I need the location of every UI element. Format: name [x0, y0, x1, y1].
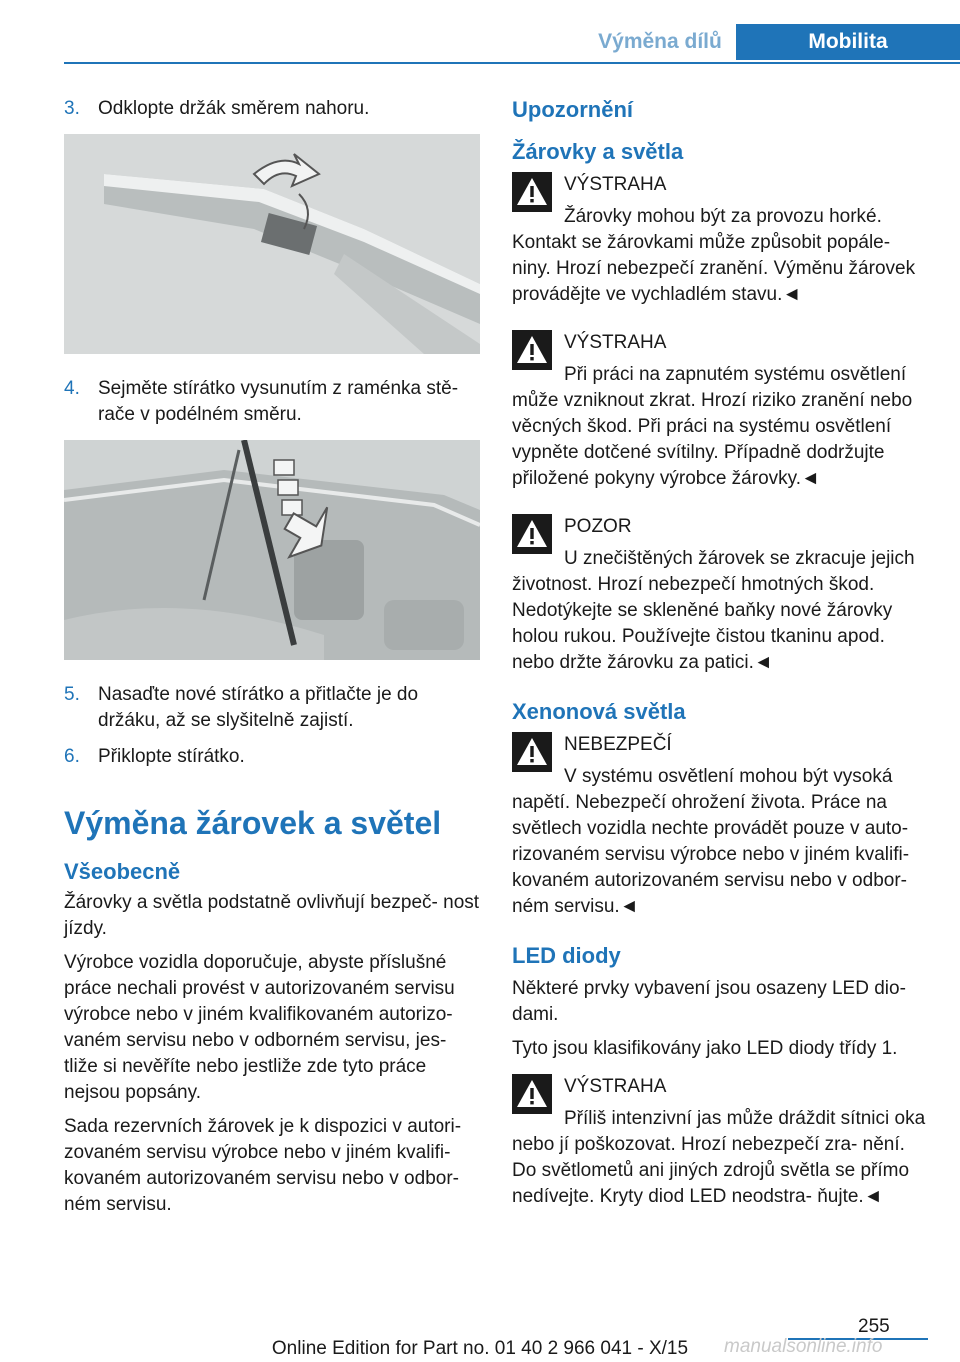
edition-footer: Online Edition for Part no. 01 40 2 966 041 - X/15: [271, 1338, 689, 1359]
watermark: manualsonline.info: [724, 1336, 883, 1357]
wiper-holder-illustration: [64, 134, 480, 354]
page-header: [64, 24, 960, 64]
bulbs-heading: Žárovky a světla: [512, 139, 684, 164]
warning-triangle-icon: [512, 330, 552, 370]
step-4: [64, 376, 480, 428]
step-text: Nasaďte nové stírátko a přitlačte je do držáku, až se slyšitelně zajistí.: [98, 684, 419, 731]
warning-title: VÝSTRAHA: [564, 174, 667, 195]
figure-wiper-removal: [64, 440, 480, 660]
warning-title: POZOR: [564, 516, 632, 537]
step-3: [64, 96, 480, 122]
danger-block: [512, 732, 928, 920]
xenon-heading: Xenonová světla: [512, 699, 686, 724]
caution-block: [512, 514, 928, 676]
warning-text: Žárovky mohou být za provozu horké. Kontakt se žárovkami může způsobit popále- niny. Hrozí nebezpečí zranění. Výměnu žárovek provádějte ve vychladlém stavu.◄: [512, 206, 916, 305]
step-text: Odklopte držák směrem nahoru.: [98, 98, 370, 119]
warning-triangle-icon: [512, 172, 552, 212]
warning-triangle-icon: [512, 1074, 552, 1114]
warning-text: V systému osvětlení mohou být vysoká napětí. Nebezpečí ohrožení života. Práce na světlech vozidla nechte provádět pouze v auto- rizovaném servisu výrobce nebo v jiném kvalifi- kovaném autorizovaném servisu nebo v odbor- ném servisu.◄: [512, 766, 910, 917]
warning-text: Příliš intenzivní jas může dráždit sítnici oka nebo jí poškozovat. Hrozí nebezpečí zra- nění. Do světlometů ani jiných zdrojů světla se přímo nedívejte. Kryty diod LED neodstra- ňujte.◄: [512, 1108, 926, 1207]
left-column: [64, 96, 480, 1226]
step-text: Přiklopte stírátko.: [98, 746, 245, 767]
step-6: [64, 744, 480, 770]
warning-title: NEBEZPEČÍ: [564, 734, 672, 755]
general-heading: Všeobecně: [64, 859, 181, 884]
led-paragraph-1: Některé prvky vybavení jsou osazeny LED dio- dami.: [512, 978, 906, 1025]
warning-title: VÝSTRAHA: [564, 332, 667, 353]
warning-title: VÝSTRAHA: [564, 1076, 667, 1097]
general-paragraph-3: Sada rezervních žárovek je k dispozici v autori- zovaném servisu výrobce nebo v jiném kvalifi- kovaném autorizovaném servisu nebo v odbor- ném servisu.: [64, 1116, 462, 1215]
general-paragraph-2: Výrobce vozidla doporučuje, abyste příslušné práce nechali provést v autorizovaném servisu výrobce nebo v jiném kvalifikovaném autorizo- vaném servisu nebo v odborném servisu, jes- tliže si nevěříte nebo jestliže zde tyto práce nejsou popsány.: [64, 952, 455, 1103]
right-column: [512, 96, 928, 1232]
warning-block-led: [512, 1074, 928, 1210]
step-text: Sejměte stírátko vysunutím z raménka stě- rače v podélném směru.: [98, 378, 459, 425]
step-5: [64, 682, 480, 734]
warning-block-1: [512, 172, 928, 308]
warning-block-2: [512, 330, 928, 492]
warning-triangle-icon: [512, 732, 552, 772]
section-tab-mobility[interactable]: Mobilita: [736, 24, 960, 60]
step-number: 6.: [64, 746, 80, 767]
section-tab-parts[interactable]: Výměna dílů: [598, 30, 722, 53]
wiper-removal-illustration: [64, 440, 480, 660]
warning-triangle-icon: [512, 514, 552, 554]
led-heading: LED diody: [512, 943, 621, 968]
warning-text: Při práci na zapnutém systému osvětlení může vzniknout zkrat. Hrozí riziko zranění nebo věcných škod. Při práci na systému osvětlení vypněte dotčené svítilny. Případně dodržujte přiložené pokyny výrobce žárovky.◄: [512, 364, 913, 489]
page-number: 255: [858, 1316, 890, 1337]
section-title: Výměna žárovek a světel: [64, 805, 442, 841]
figure-wiper-holder: [64, 134, 480, 354]
general-paragraph-1: Žárovky a světla podstatně ovlivňují bezpeč- nost jízdy.: [64, 892, 480, 939]
step-number: 3.: [64, 98, 80, 119]
step-number: 4.: [64, 378, 80, 399]
step-number: 5.: [64, 684, 80, 705]
notice-heading: Upozornění: [512, 97, 633, 122]
warning-text: U znečištěných žárovek se zkracuje jejich životnost. Hrozí nebezpečí hmotných škod. Nedotýkejte se skleněné baňky nové žárovky holou rukou. Používejte čistou tkaninu apod. nebo držte žárovku za patici.◄: [512, 548, 915, 673]
led-paragraph-2: Tyto jsou klasifikovány jako LED diody třídy 1.: [512, 1038, 898, 1059]
